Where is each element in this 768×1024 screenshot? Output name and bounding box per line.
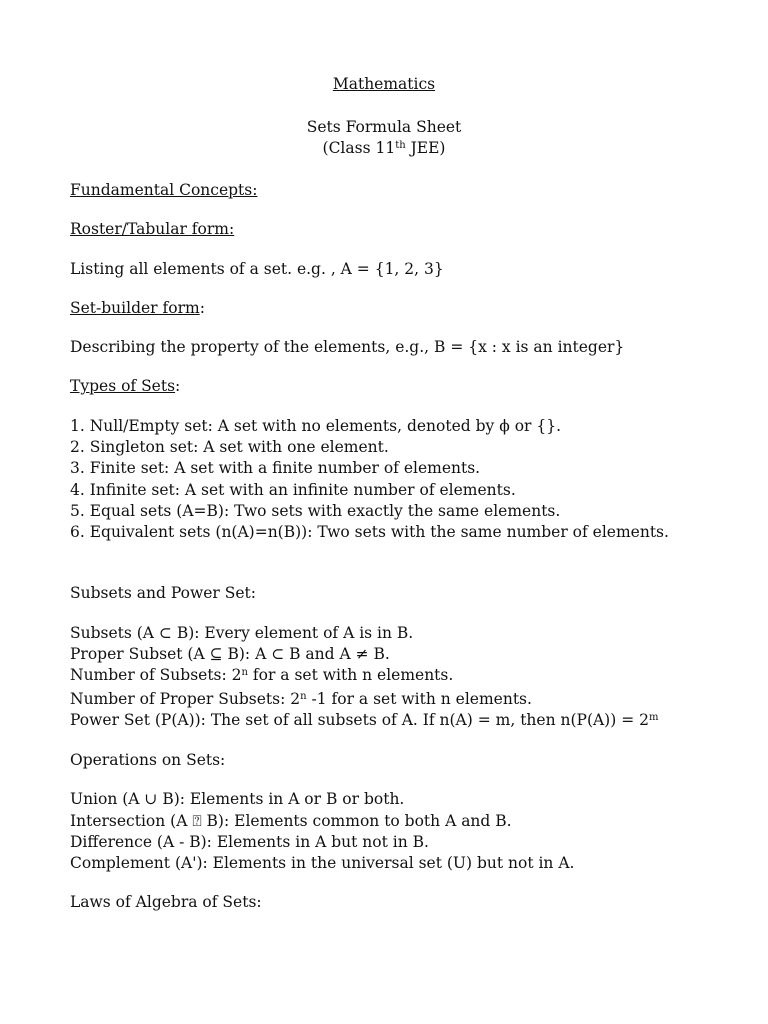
subsets-heading: Subsets and Power Set: xyxy=(70,584,256,602)
operations-item: Difference (A - B): Elements in A but not in B. xyxy=(70,833,429,851)
types-item: 4. Infinite set: A set with an infinite number of elements. xyxy=(70,481,516,499)
setbuilder-heading-line xyxy=(70,298,205,318)
types-item: 1. Null/Empty set: A set with no elements, denoted by ϕ or {}. xyxy=(70,417,562,435)
types-heading: Types of Sets xyxy=(70,377,176,395)
operations-item: Intersection (A ⍰ B): Elements common to both A and B. xyxy=(70,812,512,830)
number-of-subsets-line xyxy=(70,665,453,685)
types-item: 6. Equivalent sets (n(A)=n(B)): Two sets with the same number of elements. xyxy=(70,523,669,541)
class-label-open: (Class 11 xyxy=(322,139,396,157)
class-label xyxy=(0,138,768,158)
number-of-proper-subsets-text: Number of Proper Subsets: 2 xyxy=(70,690,301,708)
proper-subset-line: Proper Subset (A ⊆ B): A ⊂ B and A ≠ B. xyxy=(70,645,390,663)
subject-title: Mathematics xyxy=(332,75,436,93)
operations-item: Union (A ∪ B): Elements in A or B or both. xyxy=(70,790,405,808)
class-label-sup: th xyxy=(395,140,406,151)
sheet-title: Sets Formula Sheet xyxy=(306,118,462,136)
operations-item: Complement (A'): Elements in the universal set (U) but not in A. xyxy=(70,854,575,872)
number-of-proper-subsets-tail: -1 for a set with n elements. xyxy=(306,690,532,708)
roster-heading: Roster/Tabular form: xyxy=(70,220,235,238)
class-label-close: JEE) xyxy=(405,139,446,157)
number-of-proper-subsets-sup: n xyxy=(300,691,307,702)
types-item: 2. Singleton set: A set with one element. xyxy=(70,438,389,456)
roster-text: Listing all elements of a set. e.g. , A = {1, 2, 3} xyxy=(70,260,444,278)
types-item: 5. Equal sets (A=B): Two sets with exactly the same elements. xyxy=(70,502,561,520)
types-colon: : xyxy=(175,377,181,395)
power-set-line xyxy=(70,710,658,730)
subsets-line: Subsets (A ⊂ B): Every element of A is in B. xyxy=(70,624,414,642)
number-of-subsets-text: Number of Subsets: 2 xyxy=(70,666,242,684)
laws-heading: Laws of Algebra of Sets: xyxy=(70,893,262,911)
setbuilder-text: Describing the property of the elements, e.g., B = {x : x is an integer} xyxy=(70,338,625,356)
number-of-subsets-tail: for a set with n elements. xyxy=(247,666,454,684)
types-item: 3. Finite set: A set with a finite number of elements. xyxy=(70,459,481,477)
setbuilder-colon: : xyxy=(199,299,205,317)
power-set-sup: m xyxy=(648,712,659,723)
types-heading-line xyxy=(70,376,180,396)
number-of-subsets-sup: n xyxy=(241,667,248,678)
power-set-text: Power Set (P(A)): The set of all subsets of A. If n(A) = m, then n(P(A)) = 2 xyxy=(70,711,649,729)
operations-heading: Operations on Sets: xyxy=(70,751,226,769)
setbuilder-heading: Set-builder form xyxy=(70,299,200,317)
number-of-proper-subsets-line xyxy=(70,689,532,709)
fundamentals-heading: Fundamental Concepts: xyxy=(70,181,258,199)
